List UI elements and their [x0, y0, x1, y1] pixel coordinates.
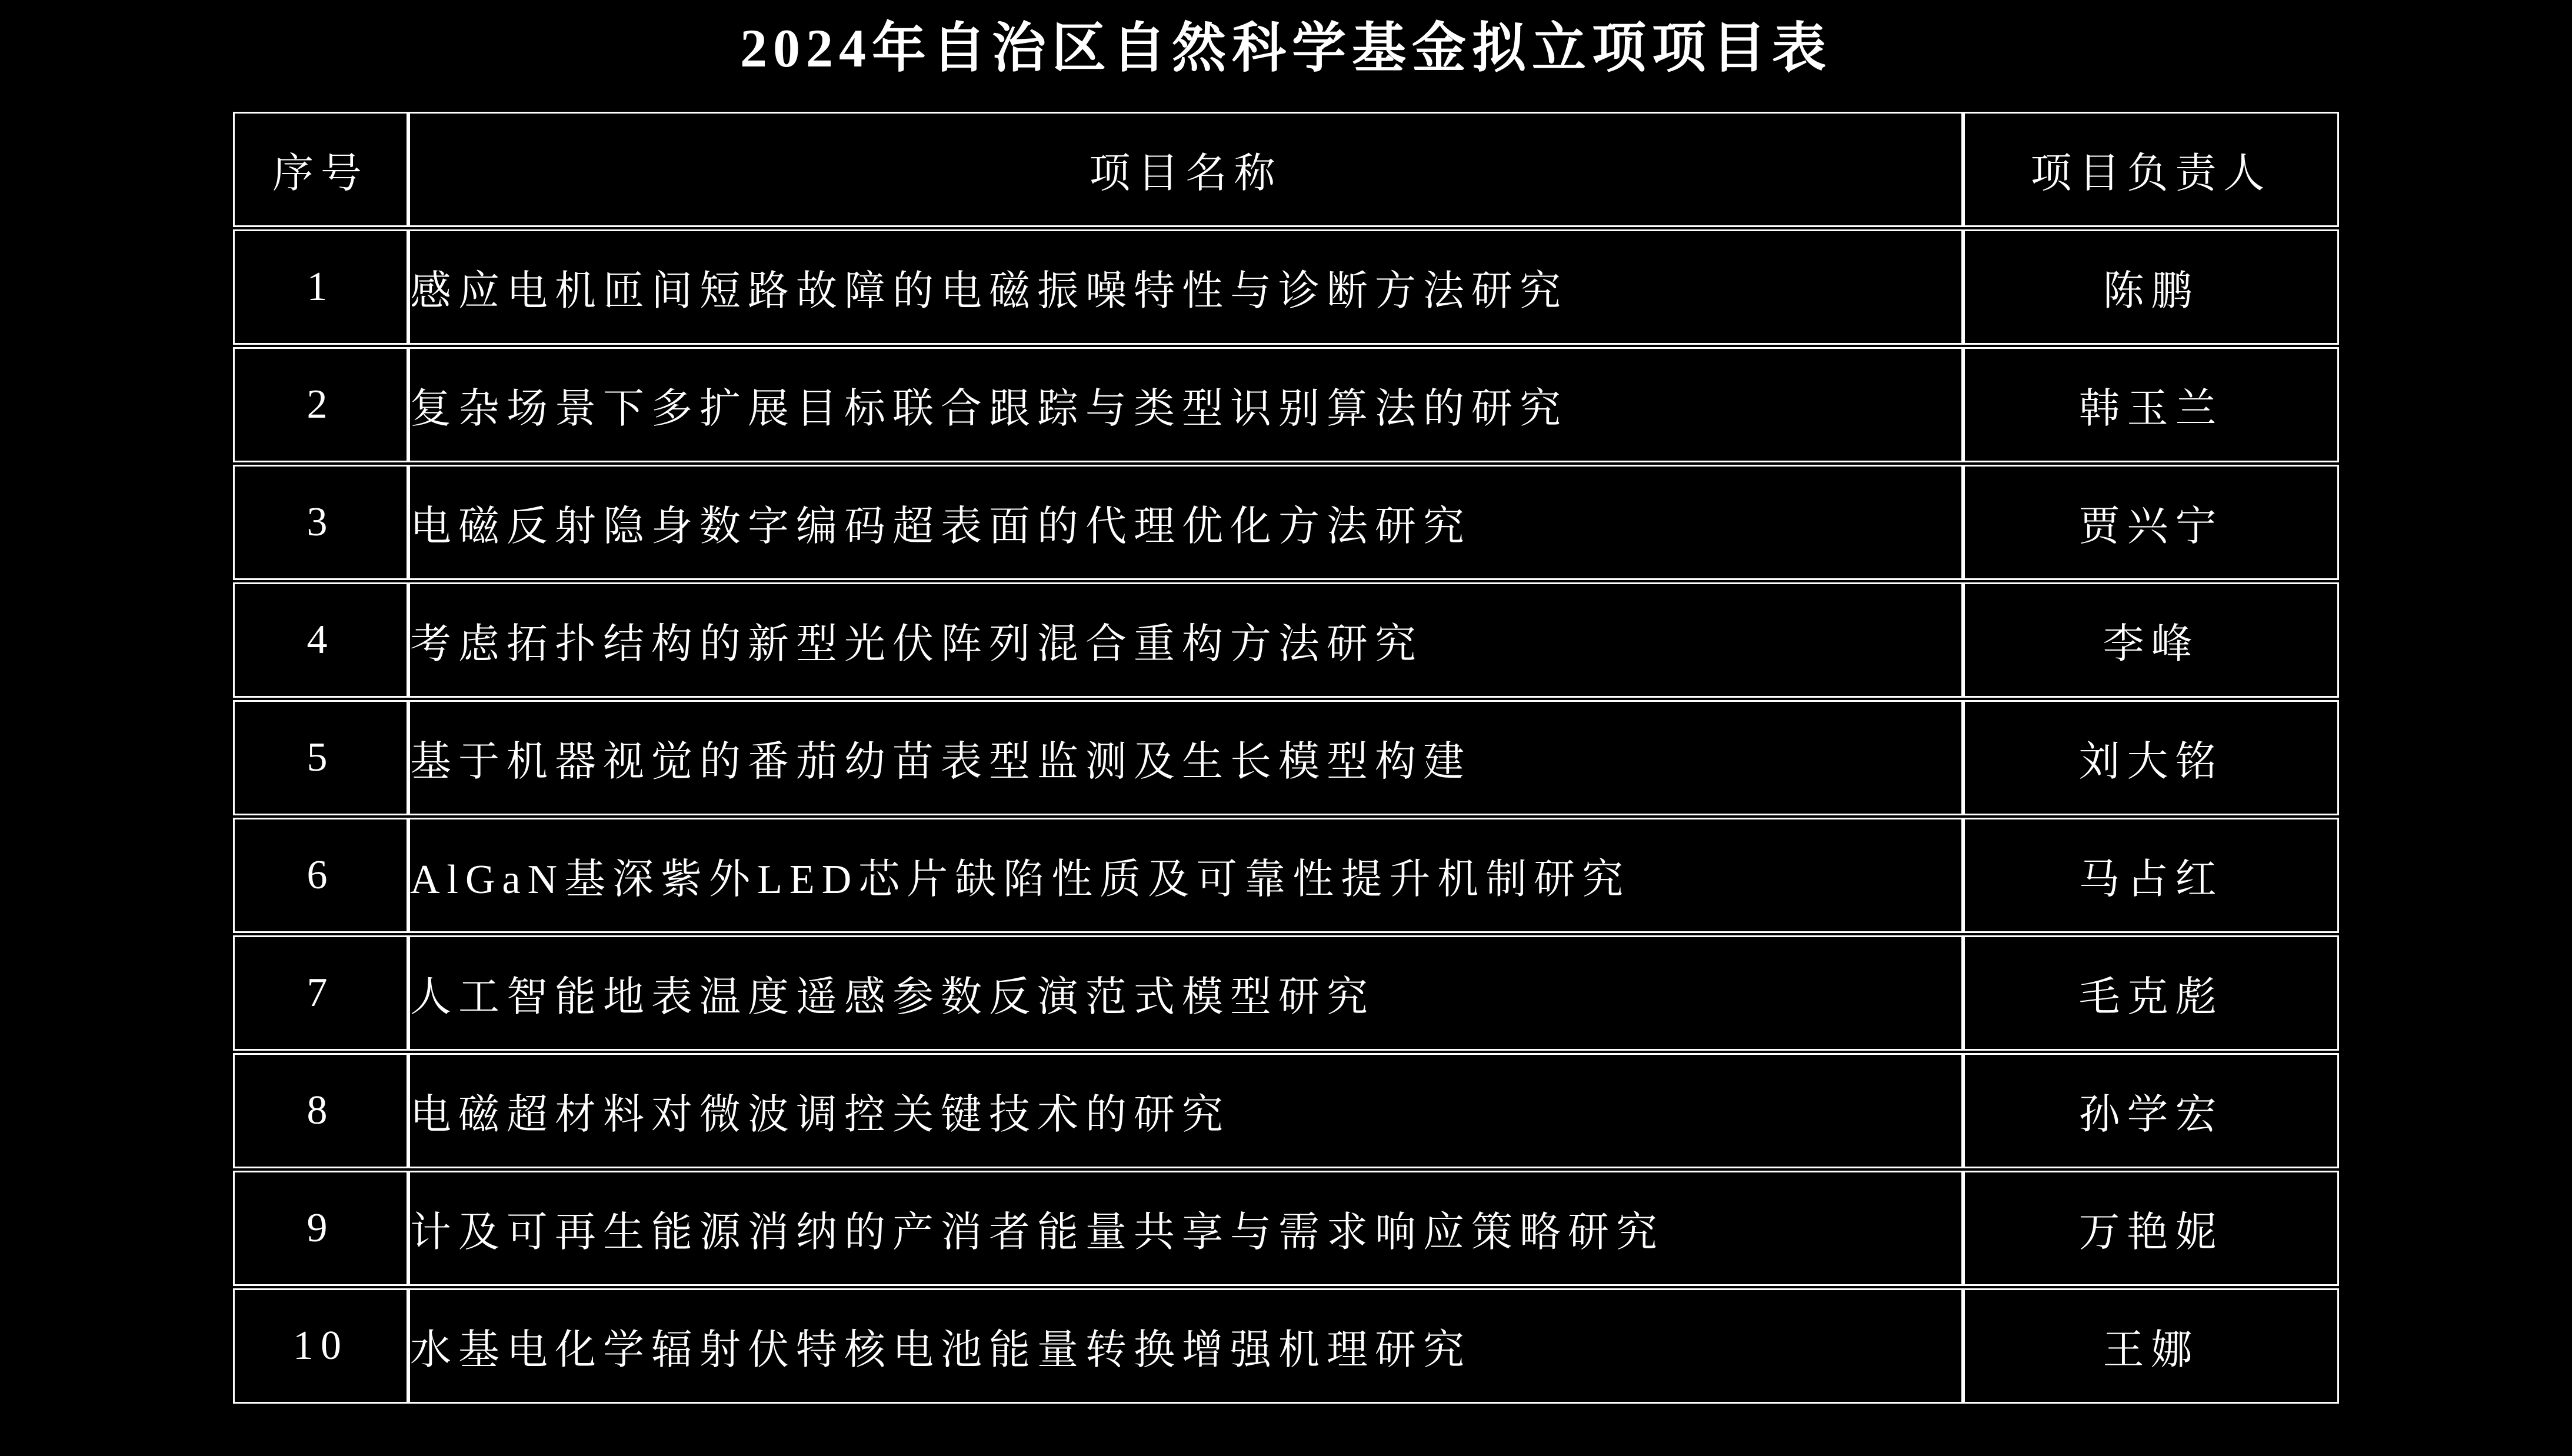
- row-number-cell: 10: [233, 1288, 408, 1404]
- header-project-leader: 项目负责人: [1963, 112, 2339, 227]
- project-leader-cell: 毛克彪: [1963, 935, 2339, 1051]
- table-row: [233, 1171, 2339, 1286]
- header-row: [233, 112, 2339, 227]
- row-number-cell: 2: [233, 347, 408, 462]
- project-leader-cell: 万艳妮: [1963, 1171, 2339, 1286]
- table-row: [233, 700, 2339, 815]
- header-serial-number: 序号: [233, 112, 408, 227]
- row-number-cell: 9: [233, 1171, 408, 1286]
- project-name-cell: 计及可再生能源消纳的产消者能量共享与需求响应策略研究: [408, 1171, 1963, 1286]
- row-number-cell: 4: [233, 582, 408, 698]
- table-row: [233, 582, 2339, 698]
- project-leader-cell: 刘大铭: [1963, 700, 2339, 815]
- page-title: 2024年自治区自然科学基金拟立项项目表: [739, 18, 1832, 78]
- project-leader-cell: 马占红: [1963, 818, 2339, 933]
- project-name-cell: 电磁反射隐身数字编码超表面的代理优化方法研究: [408, 465, 1963, 580]
- table-row: [233, 229, 2339, 345]
- table-row: [233, 465, 2339, 580]
- row-number-cell: 1: [233, 229, 408, 345]
- project-name-cell: 考虑拓扑结构的新型光伏阵列混合重构方法研究: [408, 582, 1963, 698]
- project-name-cell: 基于机器视觉的番茄幼苗表型监测及生长模型构建: [408, 700, 1963, 815]
- project-name-cell: 感应电机匝间短路故障的电磁振噪特性与诊断方法研究: [408, 229, 1963, 345]
- row-number-cell: 5: [233, 700, 408, 815]
- project-leader-cell: 韩玉兰: [1963, 347, 2339, 462]
- project-leader-cell: 贾兴宁: [1963, 465, 2339, 580]
- project-leader-cell: 李峰: [1963, 582, 2339, 698]
- row-number-cell: 7: [233, 935, 408, 1051]
- project-name-cell: AlGaN基深紫外LED芯片缺陷性质及可靠性提升机制研究: [408, 818, 1963, 933]
- row-number-cell: 8: [233, 1053, 408, 1168]
- project-name-cell: 人工智能地表温度遥感参数反演范式模型研究: [408, 935, 1963, 1051]
- project-leader-cell: 孙学宏: [1963, 1053, 2339, 1168]
- project-name-cell: 复杂场景下多扩展目标联合跟踪与类型识别算法的研究: [408, 347, 1963, 462]
- row-number-cell: 6: [233, 818, 408, 933]
- table-row: [233, 818, 2339, 933]
- table-row: [233, 935, 2339, 1051]
- projects-table: [233, 109, 2339, 1406]
- table-row: [233, 347, 2339, 462]
- project-leader-cell: 陈鹏: [1963, 229, 2339, 345]
- project-name-cell: 水基电化学辐射伏特核电池能量转换增强机理研究: [408, 1288, 1963, 1404]
- projects-table-container: [233, 109, 2339, 1406]
- project-leader-cell: 王娜: [1963, 1288, 2339, 1404]
- project-name-cell: 电磁超材料对微波调控关键技术的研究: [408, 1053, 1963, 1168]
- table-row: [233, 1053, 2339, 1168]
- table-row: [233, 1288, 2339, 1404]
- header-project-name: 项目名称: [408, 112, 1963, 227]
- row-number-cell: 3: [233, 465, 408, 580]
- table-header: [233, 112, 2339, 227]
- table-body: [233, 229, 2339, 1404]
